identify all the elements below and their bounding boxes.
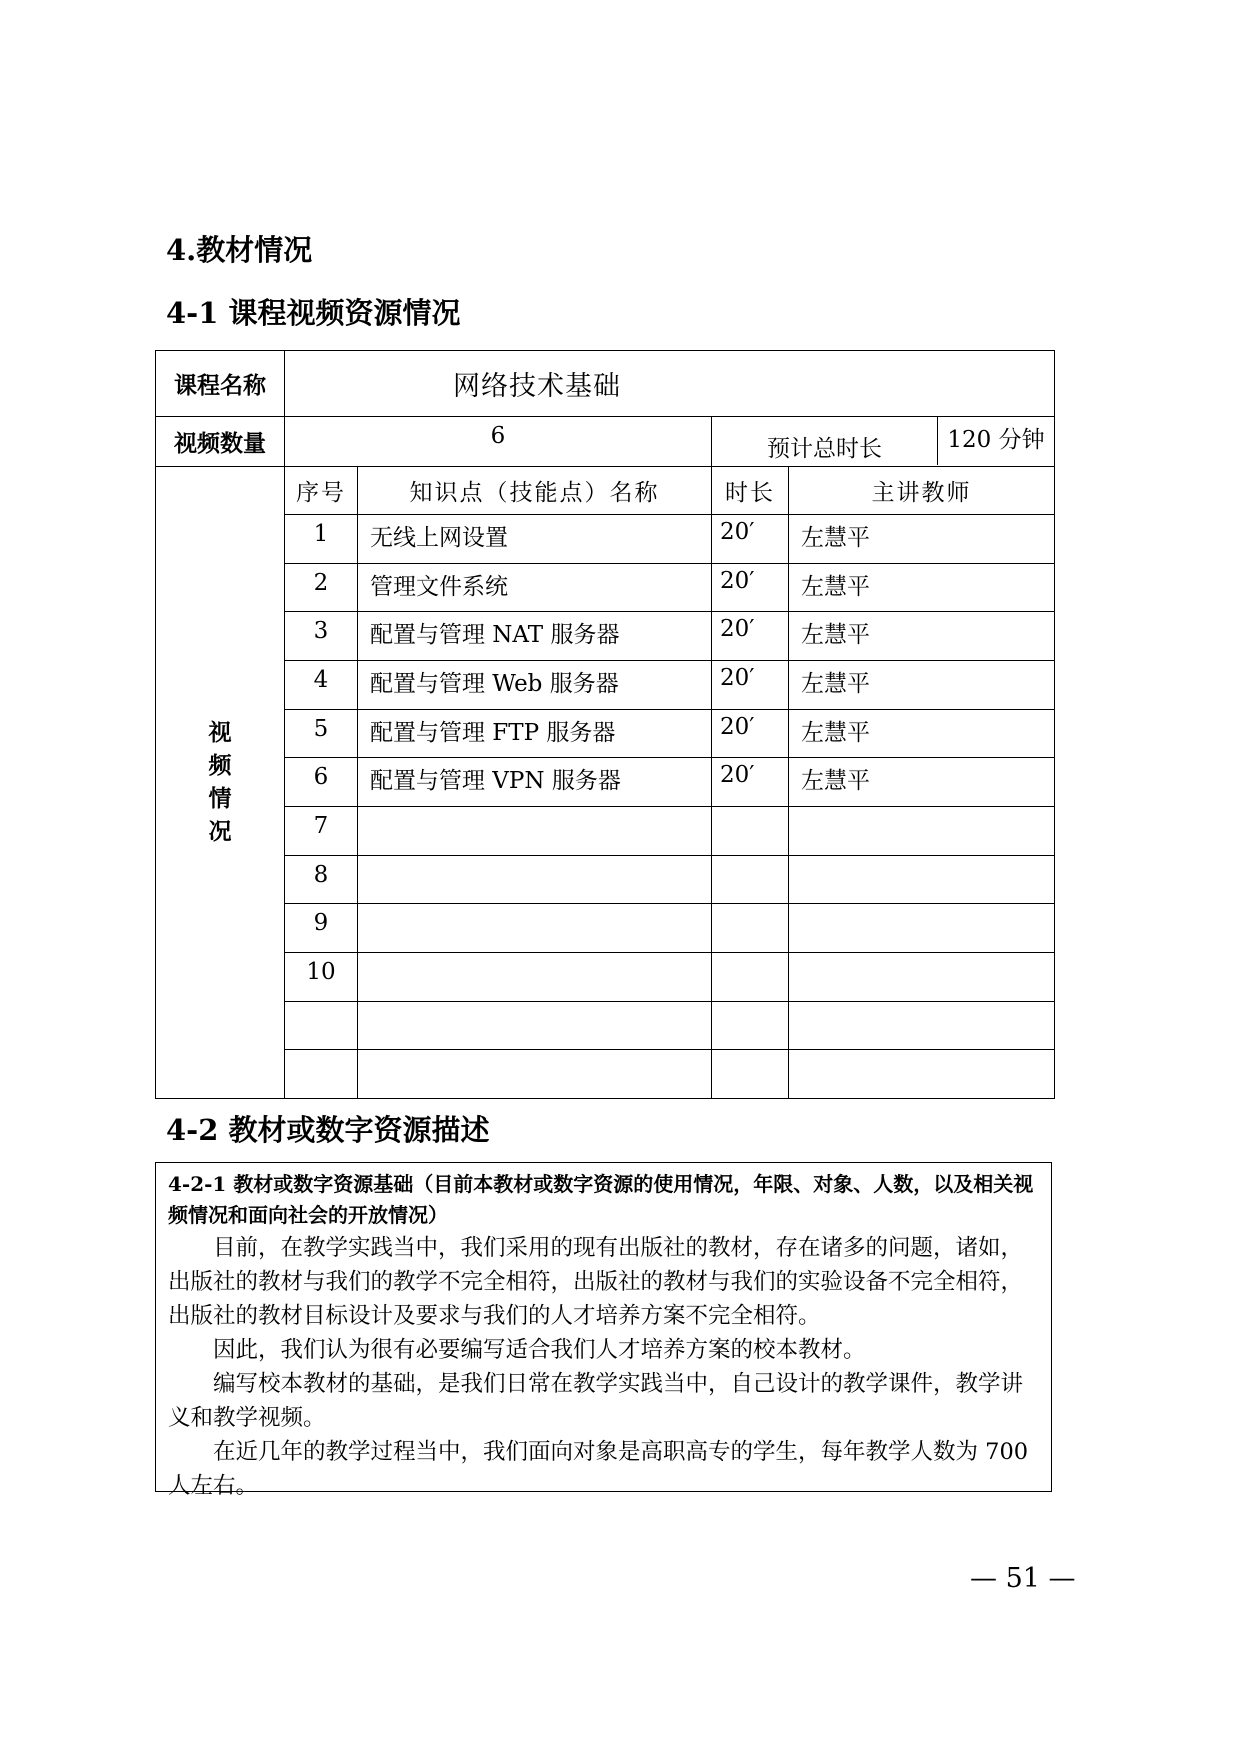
- row-teacher: 左慧平: [789, 515, 1055, 564]
- row-duration: 20′: [712, 758, 789, 807]
- row-index: 10: [285, 952, 358, 1001]
- row-teacher: 左慧平: [789, 612, 1055, 661]
- row-teacher: [789, 855, 1055, 904]
- row-index: 4: [285, 661, 358, 710]
- row-index: 1: [285, 515, 358, 564]
- row-duration: [712, 855, 789, 904]
- row-teacher: [789, 807, 1055, 856]
- row-duration: 20′: [712, 661, 789, 710]
- row-teacher: 左慧平: [789, 709, 1055, 758]
- course-name-row: [156, 351, 1055, 417]
- column-header-duration: 时长: [712, 466, 789, 515]
- subsection-heading-description: 4-2 教材或数字资源描述: [166, 1113, 490, 1147]
- row-topic: 配置与管理 Web 服务器: [358, 661, 712, 710]
- row-duration: [712, 807, 789, 856]
- column-header-topic: 知识点（技能点）名称: [358, 466, 712, 515]
- table-header-row: [156, 466, 1055, 515]
- row-teacher: 左慧平: [789, 563, 1055, 612]
- row-topic: 管理文件系统: [358, 563, 712, 612]
- duration-cell: [712, 416, 1055, 466]
- course-name-label: 课程名称: [156, 351, 285, 417]
- row-topic: [358, 807, 712, 856]
- table-row: [156, 515, 1055, 564]
- table-row: [156, 1050, 1055, 1099]
- row-teacher: [789, 952, 1055, 1001]
- table-row: [156, 1001, 1055, 1050]
- description-paragraph: 在近几年的教学过程当中，我们面向对象是高职高专的学生，每年教学人数为 700 人左右。: [168, 1439, 1029, 1499]
- table-row: [156, 612, 1055, 661]
- table-row: [156, 855, 1055, 904]
- resource-description-box: [155, 1162, 1052, 1499]
- description-paragraph: 编写校本教材的基础，是我们日常在教学实践当中，自己设计的教学课件，教学讲义和教学视频。: [168, 1371, 1024, 1431]
- row-index: 6: [285, 758, 358, 807]
- row-topic: [358, 904, 712, 953]
- row-teacher: 左慧平: [789, 758, 1055, 807]
- row-index: 9: [285, 904, 358, 953]
- row-teacher: [789, 1001, 1055, 1050]
- row-topic: 配置与管理 NAT 服务器: [358, 612, 712, 661]
- video-count-row: [156, 416, 1055, 466]
- table-row: [156, 807, 1055, 856]
- row-topic: 无线上网设置: [358, 515, 712, 564]
- video-resource-table: [155, 350, 1055, 1099]
- row-duration: [712, 904, 789, 953]
- row-topic: [358, 1050, 712, 1099]
- section-heading: 4.教材情况: [166, 233, 313, 267]
- row-index: [285, 1001, 358, 1050]
- row-topic: [358, 952, 712, 1001]
- course-name-value: 网络技术基础: [285, 351, 1055, 417]
- row-topic: [358, 855, 712, 904]
- description-title: 4-2-1 教材或数字资源基础（目前本教材或数字资源的使用情况，年限、对象、人数，以及相关视频情况和面向社会的开放情况）: [168, 1172, 1034, 1227]
- column-header-teacher: 主讲教师: [789, 466, 1055, 515]
- table-row: [156, 709, 1055, 758]
- row-duration: 20′: [712, 612, 789, 661]
- row-duration: 20′: [712, 563, 789, 612]
- column-header-index: 序号: [285, 466, 358, 515]
- table-row: [156, 758, 1055, 807]
- row-duration: [712, 1001, 789, 1050]
- subsection-heading-video: 4-1 课程视频资源情况: [166, 296, 461, 330]
- row-topic: [358, 1001, 712, 1050]
- description-paragraph: 目前，在教学实践当中，我们采用的现有出版社的教材，存在诸多的问题，诸如，出版社的教材与我们的教学不完全相符，出版社的教材与我们的实验设备不完全相符，出版社的教材目标设计及要求与我们的人才培养方案不完全相符。: [168, 1235, 1024, 1329]
- row-teacher: [789, 1050, 1055, 1099]
- video-section-label: 视 频 情 况: [156, 466, 285, 1098]
- video-count-value: 6: [285, 416, 712, 466]
- row-index: 5: [285, 709, 358, 758]
- table-row: [156, 904, 1055, 953]
- row-index: [285, 1050, 358, 1099]
- row-topic: 配置与管理 FTP 服务器: [358, 709, 712, 758]
- row-duration: 20′: [712, 515, 789, 564]
- table-row: [156, 563, 1055, 612]
- table-row: [156, 952, 1055, 1001]
- table-row: [156, 661, 1055, 710]
- page-number: — 51 —: [970, 1563, 1076, 1594]
- duration-label: 预计总时长: [712, 417, 938, 465]
- row-index: 2: [285, 563, 358, 612]
- row-teacher: 左慧平: [789, 661, 1055, 710]
- duration-value: 120 分钟: [947, 427, 1045, 454]
- description-paragraph: 因此，我们认为很有必要编写适合我们人才培养方案的校本教材。: [213, 1337, 866, 1363]
- row-duration: [712, 1050, 789, 1099]
- video-count-label: 视频数量: [156, 416, 285, 466]
- row-teacher: [789, 904, 1055, 953]
- row-index: 3: [285, 612, 358, 661]
- row-duration: 20′: [712, 709, 789, 758]
- row-index: 8: [285, 855, 358, 904]
- row-topic: 配置与管理 VPN 服务器: [358, 758, 712, 807]
- row-index: 7: [285, 807, 358, 856]
- row-duration: [712, 952, 789, 1001]
